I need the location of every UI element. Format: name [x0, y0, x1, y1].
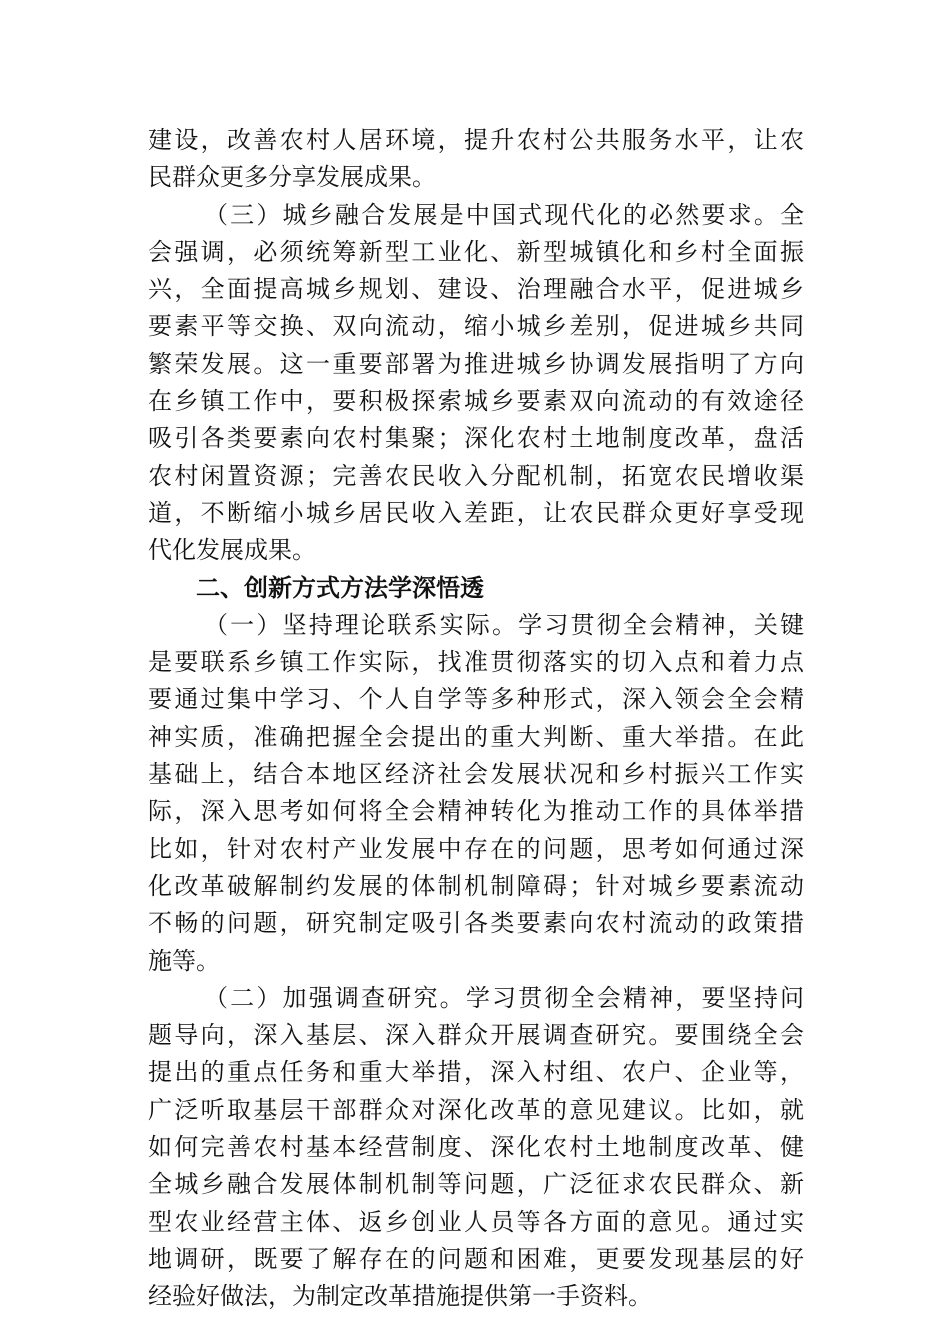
text-line: 要通过集中学习、个人自学等多种形式，深入领会全会精 [148, 685, 804, 714]
section-heading [148, 570, 804, 607]
text-line: 基础上，结合本地区经济社会发展状况和乡村振兴工作实 [148, 760, 804, 789]
text-line: 全城乡融合发展体制机制等问题，广泛征求农民群众、新 [148, 1170, 804, 1199]
paragraph-section-three [148, 197, 804, 570]
text-line: 如何完善农村基本经营制度、深化农村土地制度改革、健 [148, 1133, 804, 1162]
text-line: 在乡镇工作中，要积极探索城乡要素双向流动的有效途径 [148, 387, 804, 416]
paragraph-section-two [148, 980, 804, 1316]
text-line: 会强调，必须统筹新型工业化、新型城镇化和乡村全面振 [148, 237, 804, 266]
text-line: 广泛听取基层干部群众对深化改革的意见建议。比如，就 [148, 1095, 804, 1124]
paragraph-continuation [148, 122, 804, 197]
text-line: （一）坚持理论联系实际。学习贯彻全会精神，关键 [204, 610, 804, 639]
text-line: 是要联系乡镇工作实际，找准贯彻落实的切入点和着力点 [148, 648, 804, 677]
text-line: 民群众更多分享发展成果。 [148, 163, 436, 192]
text-line: 比如，针对农村产业发展中存在的问题，思考如何通过深 [148, 834, 804, 863]
text-line: 道，不断缩小城乡居民收入差距，让农民群众更好享受现 [148, 498, 804, 527]
text-line: 际，深入思考如何将全会精神转化为推动工作的具体举措 [148, 797, 804, 826]
text-line: 地调研，既要了解存在的问题和困难，更要发现基层的好 [148, 1244, 804, 1273]
text-line: 型农业经营主体、返乡创业人员等各方面的意见。通过实 [148, 1207, 804, 1236]
text-line: 经验好做法，为制定改革措施提供第一手资料。 [148, 1282, 652, 1311]
text-line: 神实质，准确把握全会提出的重大判断、重大举措。在此 [148, 722, 804, 751]
text-line: 要素平等交换、双向流动，缩小城乡差别，促进城乡共同 [148, 312, 804, 341]
body-text [148, 122, 804, 1316]
text-line: 不畅的问题，研究制定吸引各类要素向农村流动的政策措 [148, 909, 804, 938]
section-heading-text: 二、创新方式方法学深悟透 [196, 573, 484, 602]
text-line: （二）加强调查研究。学习贯彻全会精神，要坚持问 [204, 983, 804, 1012]
text-line: 化改革破解制约发展的体制机制障碍；针对城乡要素流动 [148, 871, 804, 900]
text-line: 吸引各类要素向农村集聚；深化农村土地制度改革，盘活 [148, 424, 804, 453]
paragraph-section-one [148, 607, 804, 980]
text-line: 施等。 [148, 946, 220, 975]
text-line: （三）城乡融合发展是中国式现代化的必然要求。全 [204, 200, 804, 229]
text-line: 题导向，深入基层、深入群众开展调查研究。要围绕全会 [148, 1021, 804, 1050]
text-line: 农村闲置资源；完善农民收入分配机制，拓宽农民增收渠 [148, 461, 804, 490]
text-line: 兴，全面提高城乡规划、建设、治理融合水平，促进城乡 [148, 275, 804, 304]
text-line: 代化发展成果。 [148, 536, 316, 565]
text-line: 繁荣发展。这一重要部署为推进城乡协调发展指明了方向 [148, 349, 804, 378]
text-line: 提出的重点任务和重大举措，深入村组、农户、企业等， [148, 1058, 804, 1087]
text-line: 建设，改善农村人居环境，提升农村公共服务水平，让农 [148, 126, 804, 154]
